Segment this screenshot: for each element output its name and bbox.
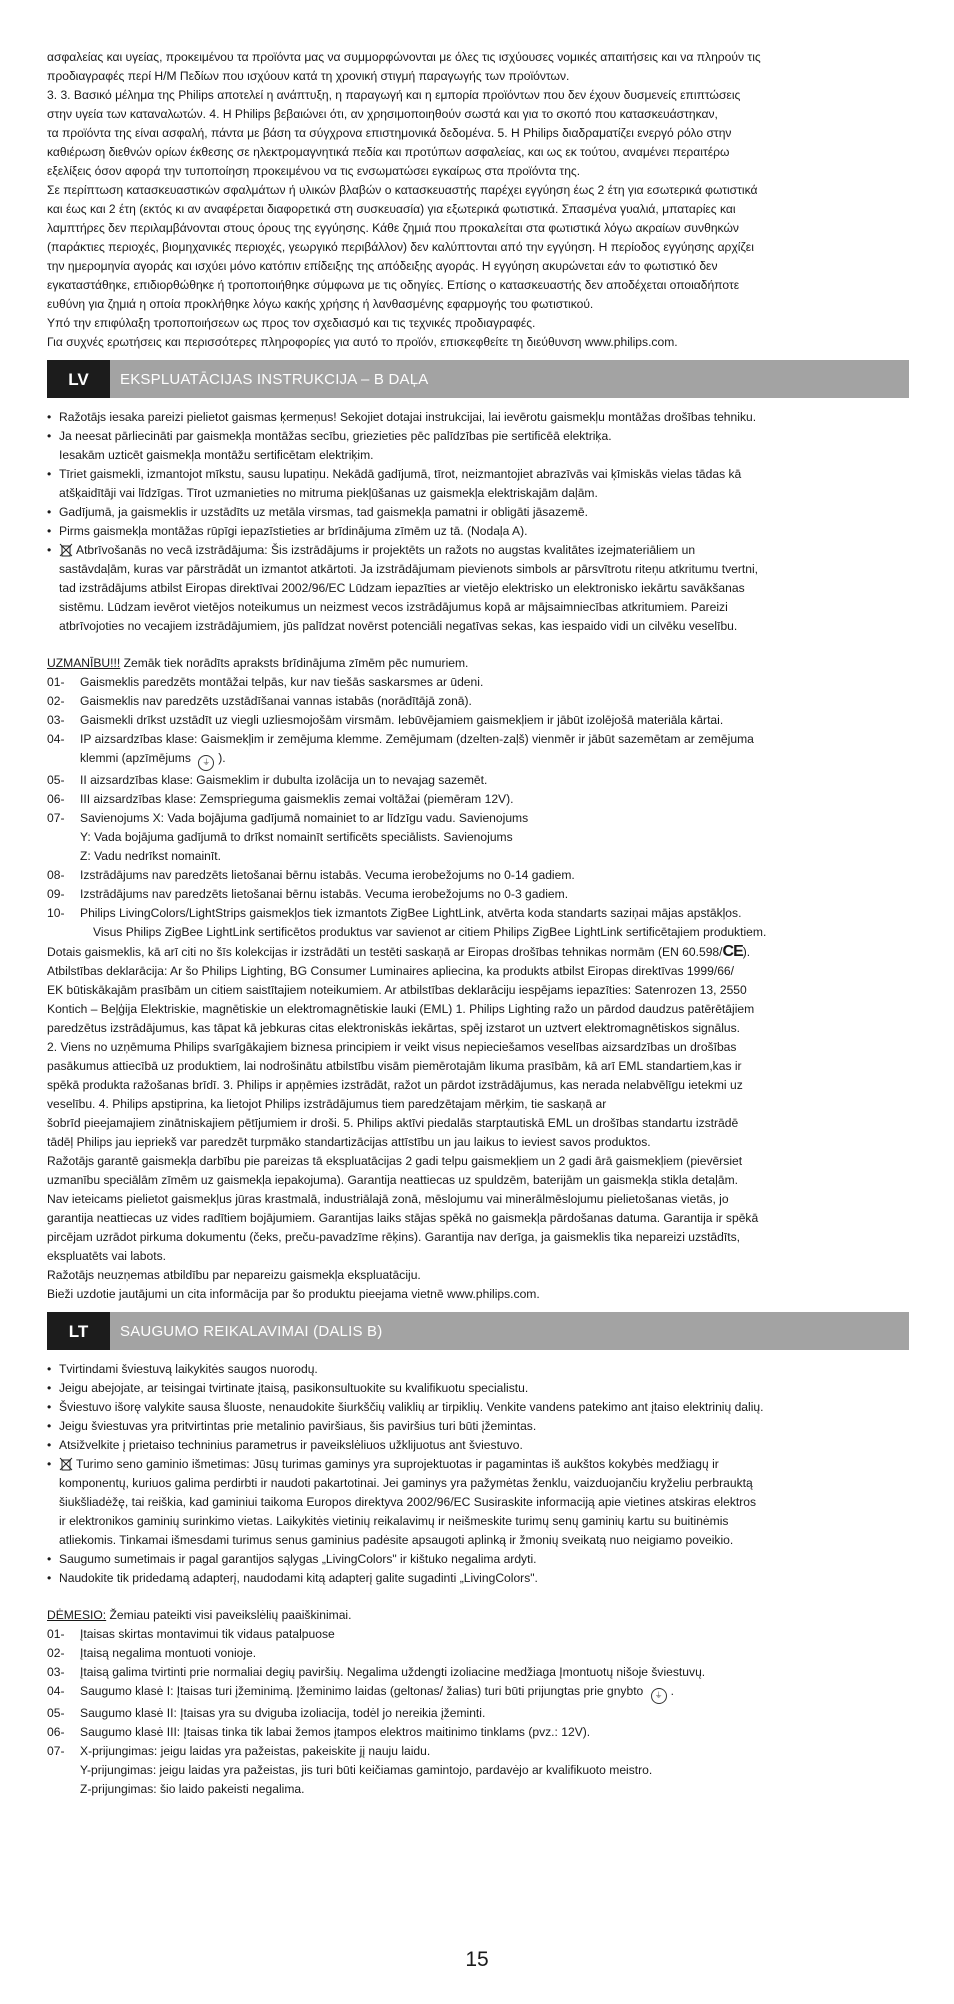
text-line: 3. 3. Βασικό μέλημα της Philips αποτελεί η ανάπτυξη, η παραγωγή και η εμπορία προϊόντων που δεν έχουν δυσμενείς επιπτώσεις [47, 88, 741, 102]
item-number: 01- [47, 675, 65, 689]
spacer [47, 1588, 909, 1606]
greek-section [47, 48, 909, 352]
text-line: προδιαγραφές περί H/M Πεδίων που ισχύουν κατά τη χρονική στιγμή παραγωγής των προϊόντων. [47, 69, 570, 83]
list-item [47, 541, 909, 560]
numbered-item [47, 771, 909, 790]
text-line: την ημερομηνία αγοράς και ισχύει μόνο κατόπιν επίδειξης της απόδειξης αγοράς. Η εγγύηση ακυρώνεται εάν το φωτιστικό δεν [47, 259, 718, 273]
text-line: εξελίξεις όσον αφορά την τυποποίηση προκειμένου να τις ενσωματώσει εγκαίρως στα προϊόντα της. [47, 164, 581, 178]
item-text: II aizsardzības klase: Gaismeklim ir dubulta izolācija un to nevajag sazemēt. [80, 773, 488, 787]
text-line: Bieži uzdotie jautājumi un cita informācija par šo produktu pieejama vietnē www.philips.com. [47, 1287, 540, 1301]
numbered-item [47, 790, 909, 809]
numbered-item [47, 692, 909, 711]
numbered-item [47, 1625, 909, 1644]
numbered-item [47, 673, 909, 692]
text-line: Atbilstības deklarācija: Ar šo Philips Lighting, BG Consumer Luminaires apliecina, ka produkts atbilst Eiropas direktīvas 1999/66/ [47, 964, 735, 978]
list-item-continuation: šiukšliadėžę, tai reiškia, kad gaminiui taikoma Europos direktyva 2002/96/EC Susiraskite informaciją apie vietines atskiras elektros [59, 1495, 757, 1509]
list-item-continuation: tad izstrādājums atbilst Eiropas direktīvai 2002/96/EC Lūdzam iepazīties ar vietējo elektrisko un elektronisko iekārtu savākšanas [59, 581, 745, 595]
item-text: . [670, 1684, 675, 1698]
bullet-list [47, 503, 909, 560]
text-line: tādēļ Philips jau iepriekš var paredzēt turpmāko standartizācijas attīstību un jau laikus to ieviest savos produktos. [47, 1135, 651, 1149]
text-line: καθιέρωση διεθνών ορίων έκθεσης σε ηλεκτρομαγνητικά πεδία και προτύπων ασφαλείας, και ως εκ τούτου, αναμένει περαιτέρω [47, 145, 730, 159]
item-number: 08- [47, 868, 65, 882]
text-line: Για συχνές ερωτήσεις και περισσότερες πληροφορίες για αυτό το προϊόν, επισκεφθείτε τη διεύθυνση www.philips.com. [47, 335, 678, 349]
item-text: Gaismekli drīkst uzstādīt uz viegli uzliesmojošām virsmām. Iebūvējamiem gaismekļiem ir jābūt izolējošā materiāla kārtai. [80, 713, 724, 727]
list-item-continuation: sistēmu. Lūdzam ievērot vietējos noteikumus un neizmest vecos izstrādājumus kopā ar mājsaimniecības atkritumiem. Pareizi [59, 600, 728, 614]
item-text-wrap [80, 1682, 909, 1704]
list-item [47, 1455, 909, 1474]
list-item-text: Turimo seno gaminio išmetimas: Jūsų turimas gaminys yra suprojektuotas ir pagamintas iš aukštos kokybės medžiagų ir [76, 1457, 719, 1471]
list-item-continuation: sastāvdaļām, kuras var pārstrādāt un izmantot atkārtoti. Ja izstrādājumam pievienots simbols ar pārsvītrotu riteņu atkritumu tvertni, [59, 562, 759, 576]
text-line: pircējam uzrādot pirkuma dokumentu (čeks, preču-pavadzīme rēķins). Garantija nav derīga, ja gaismeklis tika nepareizi uzstādīts, [47, 1230, 741, 1244]
list-item: • Ražotājs iesaka pareizi pielietot gaismas ķermeņus! Sekojiet dotajai instrukcijai, lai ievērotu gaismekļu montāžas drošības tehniku. [47, 408, 909, 427]
item-number: 03- [47, 1665, 65, 1679]
text-line: 2. Viens no uzņēmuma Philips svarīgākajiem biznesa principiem ir veikt visus nepieciešamos veselības aizsardzības un drošības [47, 1040, 737, 1054]
text-line: Ražotājs neuzņemas atbildību par nepareizu gaismekļa ekspluatāciju. [47, 1268, 421, 1282]
text-line: EK būtiskākajām prasībām un citiem saistītajiem noteikumiem. Ar atbilstības deklarāciju iespējams iepazīties: Satenrozen 13, 2550 [47, 983, 747, 997]
text-line: και έως και 2 έτη (εκτός κι αν αναφέρεται διαφορετικά στη συσκευασία) για εξωτερικά φωτιστικά. Σπασμένα γυαλιά, μπαταρίες και [47, 202, 736, 216]
item-number: 07- [47, 1744, 65, 1758]
spacer [47, 636, 909, 654]
item-text: Saugumo klasė I: Įtaisas turi įžeminimą. Įžeminimo laidas (geltonas/ žalias) turi būti prijungtas prie gnybto [80, 1684, 647, 1698]
ground-symbol-icon: ⏚ [198, 755, 214, 771]
item-text: Įtaisas skirtas montavimui tik vidaus patalpuose [80, 1627, 335, 1641]
text-span: Dotais gaismeklis, kā arī citi no šīs kolekcijas ir izstrādāti un testēti saskaņā ar Eiropas drošības tehnikas normām (EN 60.598/ [47, 945, 723, 959]
list-item-continuation: atbrīvojoties no vecajiem izstrādājumiem, jūs palīdzat novērst potenciāli negatīvas sekas, kas iespaido vidi un cilvēku veselību. [59, 619, 738, 633]
lt-section [47, 1360, 909, 1799]
bullet-list [47, 408, 909, 446]
text-span: ). [742, 945, 751, 959]
item-number: 10- [47, 906, 65, 920]
crossed-bin-icon [59, 1457, 73, 1471]
numbered-item [47, 1644, 909, 1663]
item-text: klemmi (apzīmējums [80, 751, 195, 765]
warning-label: DĖMESIO: [47, 1608, 107, 1622]
list-item: • Pirms gaismekļa montāžas rūpīgi iepazīstieties ar brīdinājuma zīmēm uz tā. (Nodaļa A). [47, 522, 909, 541]
item-number: 02- [47, 1646, 65, 1660]
item-continuation: Y-prijungimas: jeigu laidas yra pažeistas, jis turi būti keičiamas gamintojo, pardavėjo ar kvalifikuoto meistro. [80, 1763, 653, 1777]
numbered-item [47, 904, 909, 923]
text-line: Kontich – Beļģija Elektriskie, magnētiskie un elektromagnētiskie lauki (EML) 1. Philips Lighting ražo un pārdod daudzus patērētājiem [47, 1002, 755, 1016]
text-line: ekspluatēts vai labots. [47, 1249, 166, 1263]
document-page [47, 48, 909, 1799]
item-continuation: Z-prijungimas: šio laido pakeisti negalima. [80, 1782, 305, 1796]
bullet-list [47, 465, 909, 484]
section-header-lt [47, 1312, 909, 1350]
language-tag: LV [47, 360, 110, 398]
list-item: • Jeigu abejojate, ar teisingai tvirtinate įtaisą, pasikonsultuokite su kvalifikuotu specialistu. [47, 1379, 909, 1398]
item-number: 06- [47, 1725, 65, 1739]
item-number: 02- [47, 694, 65, 708]
text-line: pasākumus attiecībā uz produktiem, lai nodrošinātu atbilstību visām piemērotajām likuma prasībām, kā arī EML standartiem,kas ir [47, 1059, 742, 1073]
text-line: Υπό την επιφύλαξη τροποποιήσεων ως προς τον σχεδιασμό και τις τεχνικές προδιαγραφές. [47, 316, 536, 330]
warning-line [47, 654, 909, 673]
warning-label: UZMANĪBU!!! [47, 656, 121, 670]
text-line: ασφαλείας και υγείας, προκειμένου τα προϊόντα μας να συμμορφώνονται με όλες τις ισχύουσες νομικές απαιτήσεις και να πληρούν τις [47, 50, 761, 64]
numbered-item [47, 1742, 909, 1761]
item-number: 09- [47, 887, 65, 901]
item-text: Gaismeklis nav paredzēts uzstādīšanai vannas istabās (norādītājā zonā). [80, 694, 472, 708]
list-item: • Šviestuvo išorę valykite sausa šluoste, nenaudokite šiurkščių valiklių ar tirpiklių. Venkite vandens patekimo ant įtaiso elektrinių dalių. [47, 1398, 909, 1417]
text-line: ευθύνη για ζημιά η οποία προκλήθηκε λόγω κακής χρήσης ή λανθασμένης εφαρμογής του φωτιστικού. [47, 297, 594, 311]
list-item: • Ja neesat pārliecināti par gaismekļa montāžas secību, griezieties pēc palīdzības pie sertificēā elektriķa. [47, 427, 909, 446]
item-continuation: Visus Philips ZigBee LightLink sertificētos produktus var savienot ar citiem Philips ZigBee LightLink sertificētajiem produktiem. [93, 925, 767, 939]
item-text: Izstrādājums nav paredzēts lietošanai bērnu istabās. Vecuma ierobežojums no 0-3 gadiem. [80, 887, 569, 901]
ground-symbol-icon: ⏚ [651, 1688, 667, 1704]
text-line: (παράκτιες περιοχές, βιομηχανικές περιοχές, γεωργικό περιβάλλον) δεν καλύπτονται από την εγγύηση. Η περίοδος εγγύησης αρχίζει [47, 240, 754, 254]
item-number: 06- [47, 792, 65, 806]
list-item-continuation: atliekomis. Tinkamai išmesdami turimus senus gaminius padėsite apsaugoti aplinką ir žmonių sveikatą nuo neigiamo poveikio. [59, 1533, 734, 1547]
item-text: X-prijungimas: jeigu laidas yra pažeistas, pakeiskite jį nauju laidu. [80, 1744, 431, 1758]
list-item: • Tīriet gaismekli, izmantojot mīkstu, sausu lupatiņu. Nekādā gadījumā, tīrot, neizmantojiet abrazīvās vai ķīmiskās vielas tādas kā [47, 465, 909, 484]
item-number: 04- [47, 732, 65, 746]
item-text: III aizsardzības klase: Zemsprieguma gaismeklis zemai voltāžai (piemēram 12V). [80, 792, 514, 806]
bullet-list [47, 1360, 909, 1474]
numbered-item [47, 711, 909, 730]
numbered-item [47, 1704, 909, 1723]
item-text: Saugumo klasė III: Įtaisas tinka tik labai žemos įtampos elektros maitinimo tinklams (pvz.: 12V). [80, 1725, 591, 1739]
item-continuation: Z: Vadu nedrīkst nomainīt. [80, 849, 221, 863]
text-line: στην υγεία των καταναλωτών. 4. H Philips βεβαιώνει ότι, αν χρησιμοποιηθούν σωστά και για το σκοπό που κατασκευάστηκαν, [47, 107, 718, 121]
list-item-text: Atbrīvošanās no vecā izstrādājuma: Šis izstrādājums ir projektēts un ražots no augstas kvalitātes izejmateriāliem un [76, 543, 696, 557]
section-header-lv [47, 360, 909, 398]
item-number: 04- [47, 1684, 65, 1698]
item-number: 07- [47, 811, 65, 825]
page-number: 15 [465, 1948, 489, 1971]
section-title: SAUGUMO REIKALAVIMAI (DALIS B) [120, 1322, 383, 1340]
text-line: τα προϊόντα της είναι ασφαλή, πάντα με βάση τα σύγχρονα επιστημονικά δεδομένα. 5. H Philips διαδραματίζει ενεργό ρόλο στην [47, 126, 732, 140]
warning-line [47, 1606, 909, 1625]
text-line: paredzētus izstrādājumus, kas tāpat kā jebkuras citas elektroniskās iekārtas, spēj izstarot un uztvert elektromagnētiskos signālus. [47, 1021, 741, 1035]
bullet-list [47, 1550, 909, 1588]
item-number: 05- [47, 1706, 65, 1720]
item-text: Įtaisą negalima montuoti vonioje. [80, 1646, 257, 1660]
lv-section [47, 408, 909, 1304]
item-continuation [47, 749, 909, 771]
text-line: spēkā produkta ražošanas brīdī. 3. Philips ir apņēmies izstrādāt, ražot un pārdot izstrādājumus, kas nerada nelabvēlīgu ietekmi uz [47, 1078, 743, 1092]
text-line: uzmanību speciālām zīmēm uz gaismekļa iepakojuma). Garantija neattiecas uz spuldzēm, baterijām un gaismekļa stikla detaļām. [47, 1173, 739, 1187]
list-item: • Gadījumā, ja gaismeklis ir uzstādīts uz metāla virsmas, tad gaismekļa pamatni ir obligāti jāsazemē. [47, 503, 909, 522]
list-item: • Naudokite tik pridedamą adapterį, naudodami kitą adapterį galite sugadinti „LivingColors". [47, 1569, 909, 1588]
list-item-continuation: ir elektronikos gaminių surinkimo vietas. Laikykitės vietinių reikalavimų ir neišmeskite turimų senų gaminių kartu su buitinėmis [59, 1514, 729, 1528]
item-text: IP aizsardzības klase: Gaismekļim ir zemējuma klemme. Zemējumam (dzelten-zaļš) vienmēr ir jābūt sazemētam ar zemējuma [80, 732, 754, 746]
item-continuation: Y: Vada bojājuma gadījumā to drīkst nomainīt sertificēts speciālists. Savienojums [80, 830, 513, 844]
list-item-continuation: atšķaidītāji vai līdzīgas. Tīrot uzmanieties no mitruma piekļūšanas uz gaismekļa elektriskajām daļām. [59, 486, 598, 500]
list-item-continuation: komponentų, kuriuos galima perdirbti ir naudoti pakartotinai. Jei gaminys yra pažymėtas ženklu, vaizduojančiu kryželiu perbrauktą [59, 1476, 753, 1490]
text-line: λαμπτήρες δεν περιλαμβάνονται στους όρους της εγγύησης. Κάθε ζημιά που προκαλείται στα φωτιστικά λόγω ακραίων συνθηκών [47, 221, 739, 235]
numbered-item [47, 1682, 909, 1704]
list-item: • Saugumo sumetimais ir pagal garantijos sąlygas „LivingColors" ir kištuko negalima ardyti. [47, 1550, 909, 1569]
item-text: Savienojums X: Vada bojājuma gadījumā nomainiet to ar līdzīgu vadu. Savienojums [80, 811, 529, 825]
item-number: 01- [47, 1627, 65, 1641]
text-line: εγκαταστάθηκε, επιδιορθώθηκε ή τροποποιήθηκε σύμφωνα με τις οδηγίες. Επίσης ο κατασκευαστής δεν αποδέχεται οποιαδήποτε [47, 278, 740, 292]
text-line: garantija neattiecas uz vides radītiem bojājumiem. Garantijas laiks stājas spēkā no gaismekļa pārdošanas datuma. Garantija ir spēkā [47, 1211, 759, 1225]
text-line: Σε περίπτωση κατασκευαστικών σφαλμάτων ή υλικών βλαβών ο κατασκευαστής παρέχει εγγύηση έως 2 έτη για εσωτερικά φωτιστικά [47, 183, 758, 197]
warning-text: Zemāk tiek norādīts apraksts brīdinājuma zīmēm pēc numuriem. [120, 656, 469, 670]
section-title: EKSPLUATĀCIJAS INSTRUKCIJA – B DAĻA [120, 370, 429, 388]
text-line: šobrīd pieejamajiem zinātniskajiem pētījumiem ir droši. 5. Philips aktīvi piedalās starptautiskā EML un drošības standartu izstrādē [47, 1116, 739, 1130]
item-number: 03- [47, 713, 65, 727]
language-tag: LT [47, 1312, 110, 1350]
numbered-item [47, 730, 909, 749]
item-text: Izstrādājums nav paredzēts lietošanai bērnu istabās. Vecuma ierobežojums no 0-14 gadiem. [80, 868, 575, 882]
ce-mark-icon: CE [722, 943, 743, 960]
numbered-item [47, 809, 909, 828]
item-text: Gaismeklis paredzēts montāžai telpās, kur nav tiešās saskarsmes ar ūdeni. [80, 675, 484, 689]
list-item-continuation: Iesakām uzticēt gaismekļa montāžu sertificētam elektriķim. [59, 448, 374, 462]
item-number: 05- [47, 773, 65, 787]
item-text: Philips LivingColors/LightStrips gaismekļos tiek izmantots ZigBee LightLink, atvērta koda standarts saziņai mājas apstākļos. [80, 906, 742, 920]
item-text: Saugumo klasė II: Įtaisas yra su dviguba izoliacija, todėl jo nereikia įžeminti. [80, 1706, 486, 1720]
crossed-bin-icon [59, 543, 73, 557]
item-text: Įtaisą galima tvirtinti prie normaliai degių paviršių. Negalima uždengti izoliacine medžiaga Įmontuotų nišoje šviestuvų. [80, 1665, 706, 1679]
numbered-item [47, 866, 909, 885]
text-line [47, 942, 909, 962]
item-text: ). [218, 751, 226, 765]
list-item: • Atsižvelkite į prietaiso techninius parametrus ir paveikslėliuos užklijuotus ant šviestuvo. [47, 1436, 909, 1455]
list-item: • Jeigu šviestuvas yra pritvirtintas prie metalinio paviršiaus, šis paviršius turi būti įžemintas. [47, 1417, 909, 1436]
list-item: • Tvirtindami šviestuvą laikykitės saugos nuorodų. [47, 1360, 909, 1379]
warning-text: Žemiau pateikti visi paveikslėlių paaiškinimai. [106, 1608, 352, 1622]
text-line: veselību. 4. Philips apstiprina, ka lietojot Philips izstrādājumus tiem paredzētajam mērķim, tie saskaņā ar [47, 1097, 607, 1111]
numbered-item [47, 1723, 909, 1742]
numbered-item [47, 1663, 909, 1682]
numbered-item [47, 885, 909, 904]
text-line: Nav ieteicams pielietot gaismekļus jūras krastmalā, industriālajā zonā, mēslojumu vai minerālmēslojumu pielietošanas vietās, jo [47, 1192, 729, 1206]
text-line: Ražotājs garantē gaismekļa darbību pie pareizas tā ekspluatācijas 2 gadi telpu gaismekļiem un 2 gadi ārā gaismekļiem (pievērsiet [47, 1154, 743, 1168]
